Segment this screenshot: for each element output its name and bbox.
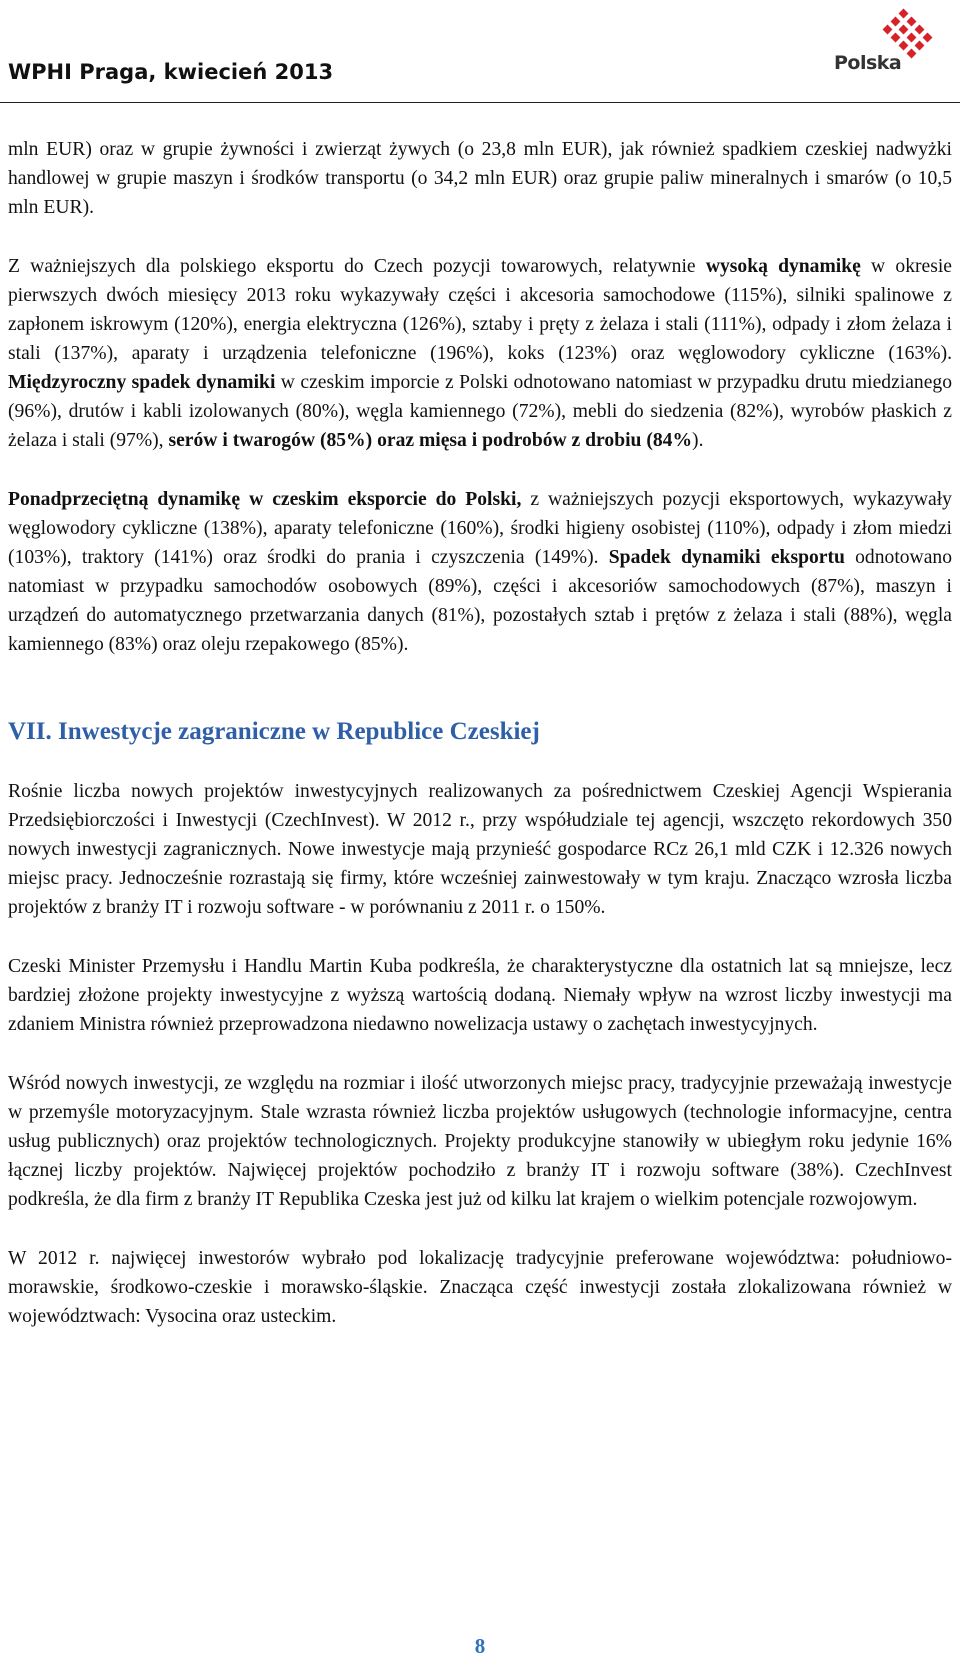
logo-text: Polska bbox=[834, 52, 902, 74]
paragraph-3 bbox=[8, 485, 952, 659]
paragraph-2-bold-b: Międzyroczny spadek dynamiki bbox=[8, 372, 276, 393]
paragraph-6 bbox=[8, 1069, 952, 1214]
header-divider bbox=[0, 102, 960, 103]
paragraph-2-text-b: w okresie pierwszych dwóch miesięcy 2013 roku wykazywały części i akcesoria samochodowe (115%), silniki spalinowe z zapłonem iskrowym (120%), energia elektryczna (126%), sztaby i pręty z żelaza i stali (111%), odpady i złom żelaza i stali (137%), aparaty i urządzenia telefoniczne (196%), koks (123%) oraz węglowodory cykliczne (163%). bbox=[8, 256, 952, 364]
paragraph-3-bold-a: Ponadprzeciętną dynamikę w czeskim eksporcie do Polski, bbox=[8, 489, 522, 510]
paragraph-2-bold-c: serów i twarogów (85%) oraz mięsa i podrobów z drobiu (84% bbox=[168, 430, 693, 451]
paragraph-6-text: Wśród nowych inwestycji, ze względu na rozmiar i ilość utworzonych miejsc pracy, tradycyjnie przeważają inwestycje w przemyśle motoryzacyjnym. Stale wzrasta również liczba projektów usługowych (technologie informacyjne, centra usług publicznych) oraz projektów technologicznych. Projekty produkcyjne stanowiły w ubiegłym roku jedynie 16% łącznej liczby projektów. Najwięcej projektów pochodziło z branży IT i rozwoju software (38%). CzechInvest podkreśla, że dla firm z branży IT Republika Czeska jest już od kilku lat krajem o wielkim potencjale rozwojowym. bbox=[8, 1073, 952, 1210]
paragraph-4 bbox=[8, 777, 952, 922]
document-body bbox=[8, 135, 952, 1331]
paragraph-3-text-a: z ważniejszych pozycji eksportowych, wykazywały węglowodory cykliczne (138%), aparaty telefoniczne (160%), środki higieny osobistej (110%), odpady i złom miedzi (103%), traktory (141%) oraz środki do prania i czyszczenia (149%). bbox=[8, 489, 952, 568]
page-number: 8 bbox=[474, 1634, 486, 1658]
paragraph-2-text-a: Z ważniejszych dla polskiego eksportu do Czech pozycji towarowych, relatywnie bbox=[8, 256, 706, 277]
header-title: WPHI Praga, kwiecień 2013 bbox=[8, 60, 334, 84]
paragraph-3-text-b: odnotowano natomiast w przypadku samochodów osobowych (89%), części i akcesoriów samochodowych (87%), maszyn i urządzeń do automatycznego przetwarzania danych (81%), pozostałych sztab i prętów z żelaza i stali (88%), węgla kamiennego (83%) oraz oleju rzepakowego (85%). bbox=[8, 547, 953, 655]
paragraph-2 bbox=[8, 252, 952, 455]
polska-logo bbox=[828, 6, 948, 98]
paragraph-7-text: W 2012 r. najwięcej inwestorów wybrało pod lokalizację tradycyjnie preferowane województwa: południowo-morawskie, środkowo-czeskie i morawsko-śląskie. Znacząca część inwestycji została zlokalizowana również w województwach: Vysocina oraz usteckim. bbox=[8, 1248, 952, 1327]
paragraph-2-bold-a: wysoką dynamikę bbox=[705, 256, 861, 277]
paragraph-4-text: Rośnie liczba nowych projektów inwestycyjnych realizowanych za pośrednictwem Czeskiej Agencji Wspierania Przedsiębiorczości i Inwestycji (CzechInvest). W 2012 r., przy współudziale tej agencji, wszczęto rekordowych 350 nowych inwestycji zagranicznych. Nowe inwestycje mają przynieść gospodarce RCz 26,1 mld CZK i 12.326 nowych miejsc pracy. Jednocześnie rozrastają się firmy, które wcześniej zainwestowały w tym kraju. Znacząco wzrosła liczba projektów z branży IT i rozwoju software - w porównaniu z 2011 r. o 150%. bbox=[8, 781, 952, 918]
paragraph-5 bbox=[8, 952, 952, 1039]
paragraph-5-text: Czeski Minister Przemysłu i Handlu Martin Kuba podkreśla, że charakterystyczne dla ostatnich lat są mniejsze, lecz bardziej złożone projekty inwestycyjne z wyższą wartością dodaną. Niemały wpływ na wzrost liczby inwestycji ma zdaniem Ministra również przeprowadzona niedawno nowelizacja ustawy o zachętach inwestycyjnych. bbox=[8, 956, 952, 1035]
page-header bbox=[0, 0, 960, 104]
paragraph-7 bbox=[8, 1244, 952, 1331]
section-title: VII. Inwestycje zagraniczne w Republice Czeskiej bbox=[8, 718, 540, 745]
paragraph-2-text-c: w czeskim imporcie z Polski odnotowano natomiast w przypadku drutu miedzianego (96%), drutów i kabli izolowanych (80%), węgla kamiennego (72%), mebli do siedzenia (82%), wyrobów płaskich z żelaza i stali (97%), bbox=[8, 372, 952, 451]
paragraph-1 bbox=[8, 135, 952, 222]
paragraph-1-text: mln EUR) oraz w grupie żywności i zwierząt żywych (o 23,8 mln EUR), jak również spadkiem czeskiej nadwyżki handlowej w grupie maszyn i środków transportu (o 34,2 mln EUR) oraz grupie paliw mineralnych i smarów (o 10,5 mln EUR). bbox=[8, 139, 952, 218]
paragraph-3-bold-b: Spadek dynamiki eksportu bbox=[608, 547, 845, 568]
paragraph-2-text-d: ). bbox=[692, 430, 704, 451]
